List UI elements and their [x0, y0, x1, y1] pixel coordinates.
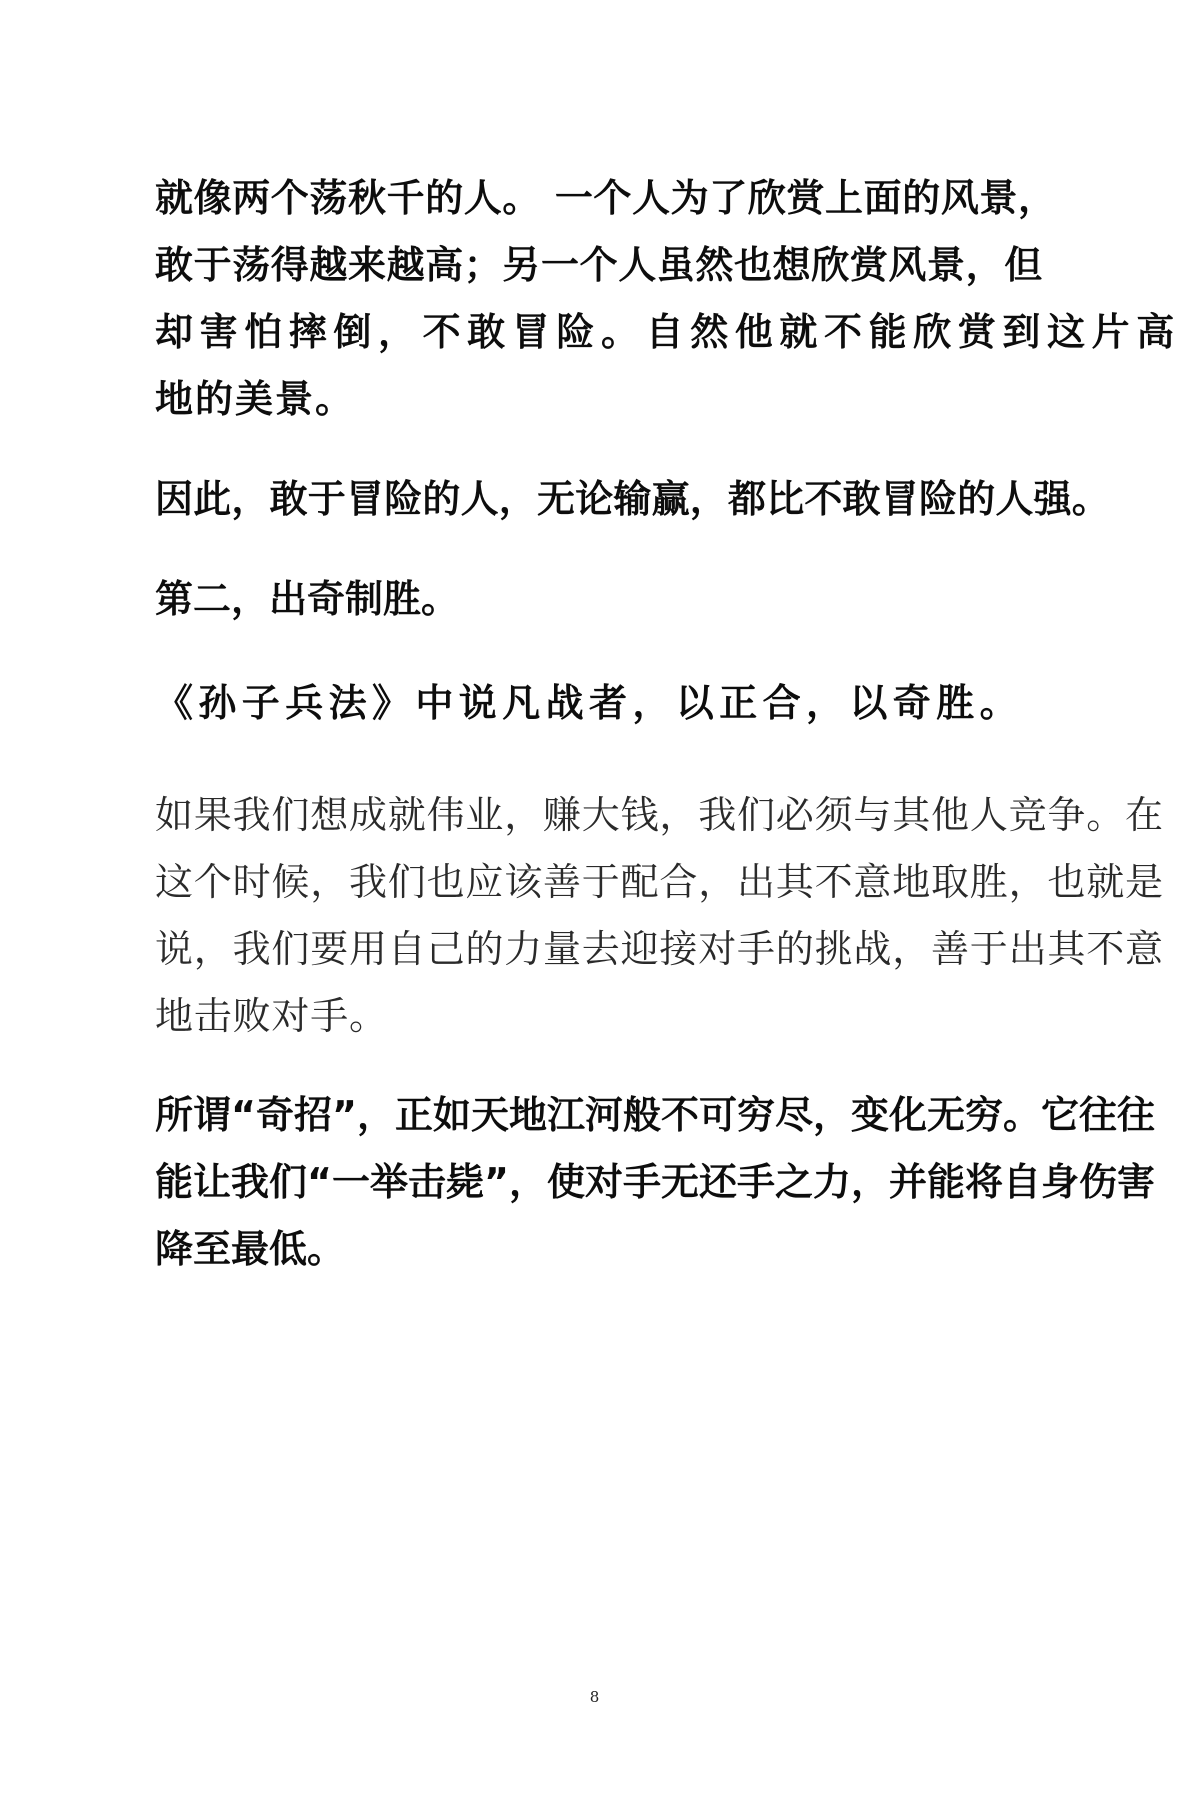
section-heading-second-point: [155, 566, 1045, 633]
text-line: 就像两个荡秋千的人。 一个人为了欣赏上面的风景，: [155, 176, 1057, 220]
paragraph-swing-analogy: [155, 165, 1181, 433]
text-line: 说，我们要用自己的力量去迎接对手的挑战，善于出其不意: [155, 927, 1164, 971]
text-line: 第二，出奇制胜。: [155, 577, 460, 621]
text-line: 降至最低。: [155, 1227, 346, 1271]
text-line: 《孙子兵法》中说凡战者，以正合，以奇胜。: [155, 681, 1024, 725]
text-line: 能让我们“一举击毙”，使对手无还手之力，并能将自身伤害: [155, 1160, 1155, 1204]
paragraph-sunzi-quote: [155, 670, 1045, 737]
paragraph-competition: [155, 782, 1164, 1050]
page-number: 8: [589, 1688, 600, 1706]
text-line: 因此，敢于冒险的人，无论输赢，都比不敢冒险的人强。: [155, 477, 1111, 521]
text-line: 却害怕摔倒，不敢冒险。自然他就不能欣赏到这片高: [155, 310, 1181, 354]
text-line: 所谓“奇招”，正如天地江河般不可穷尽，变化无穷。它往往: [155, 1093, 1155, 1137]
text-line: 如果我们想成就伟业，赚大钱，我们必须与其他人竞争。在: [155, 793, 1164, 837]
text-line: 地的美景。: [155, 377, 356, 421]
text-line: 地击败对手。: [155, 994, 388, 1038]
text-line: 敢于荡得越来越高；另一个人虽然也想欣赏风景，但: [155, 243, 1043, 287]
paragraph-surprise-move: [155, 1082, 1155, 1283]
paragraph-conclusion: [155, 466, 1111, 533]
text-line: 这个时候，我们也应该善于配合，出其不意地取胜，也就是: [155, 860, 1164, 904]
